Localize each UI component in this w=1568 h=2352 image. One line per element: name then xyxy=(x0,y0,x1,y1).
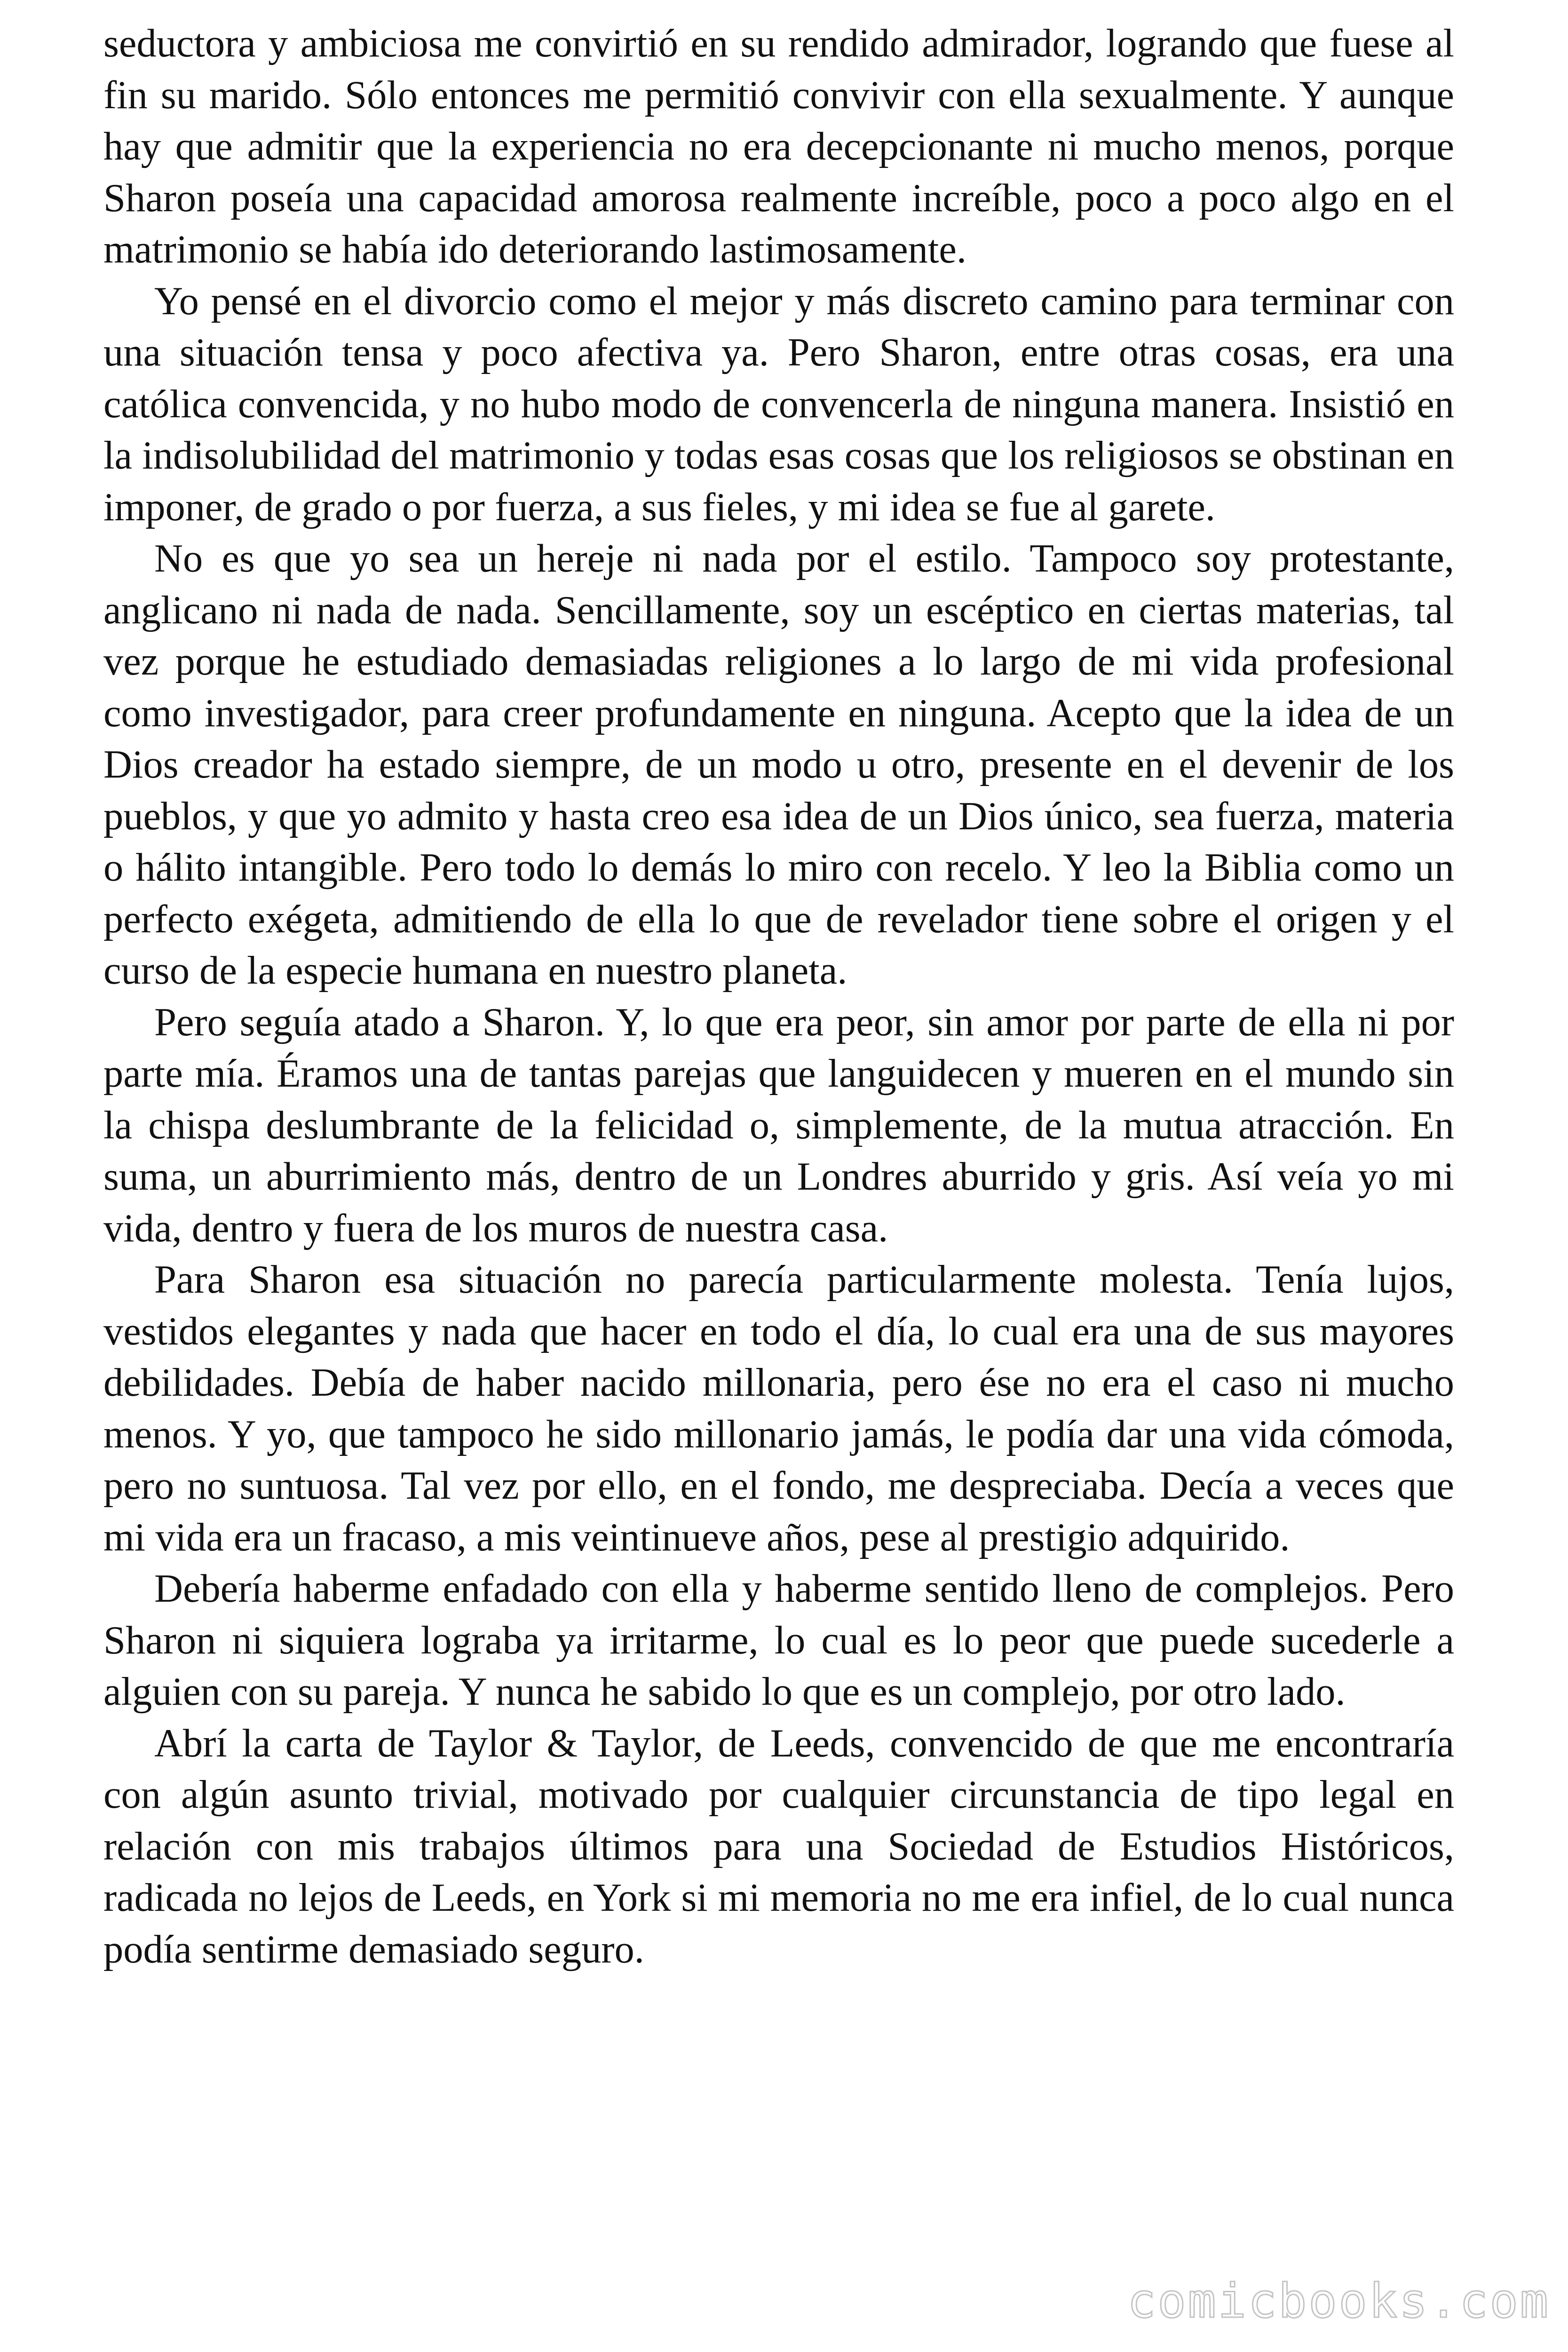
paragraph: Pero seguía atado a Sharon. Y, lo que era peor, sin amor por parte de ella ni por parte mía. Éramos una de tantas parejas que languidecen y mueren en el mundo sin la chispa deslumbrante de la felicidad o, simplemente, de la mutua atracción. En suma, un aburrimiento más, dentro de un Londres aburrido y gris. Así veía yo mi vida, dentro y fuera de los muros de nuestra casa. xyxy=(103,1000,1454,1250)
paragraph: Abrí la carta de Taylor & Taylor, de Leeds, convencido de que me encontraría con algún asunto trivial, motivado por cualquier circunstancia de tipo legal en relación con mis trabajos últimos para una Sociedad de Estudios Históricos, radicada no lejos de Leeds, en York si mi memoria no me era infiel, de lo cual nunca podía sentirme demasiado seguro. xyxy=(103,1721,1454,1971)
paragraph: seductora y ambiciosa me convirtió en su rendido admirador, logrando que fuese al fin su marido. Sólo entonces me permitió convivir con ella sexualmente. Y aunque hay que admitir que la experiencia no era decepcionante ni mucho menos, porque Sharon poseía una capacidad amorosa realmente increíble, poco a poco algo en el matrimonio se había ido deteriorando lastimosamente. xyxy=(103,22,1454,271)
page-body xyxy=(103,18,1454,1975)
paragraph: No es que yo sea un hereje ni nada por el estilo. Tampoco soy protestante, anglicano ni nada de nada. Sencillamente, soy un escéptico en ciertas materias, tal vez porque he estudiado demasiadas religiones a lo largo de mi vida profesional como investigador, para creer profundamente en ninguna. Acepto que la idea de un Dios creador ha estado siempre, de un modo u otro, presente en el devenir de los pueblos, y que yo admito y hasta creo esa idea de un Dios único, sea fuerza, materia o hálito intangible. Pero todo lo demás lo miro con recelo. Y leo la Biblia como un perfecto exégeta, admitiendo de ella lo que de revelador tiene sobre el origen y el curso de la especie humana en nuestro planeta. xyxy=(103,537,1454,993)
paragraph: Yo pensé en el divorcio como el mejor y más discreto camino para terminar con una situación tensa y poco afectiva ya. Pero Sharon, entre otras cosas, era una católica convencida, y no hubo modo de convencerla de ninguna manera. Insistió en la indisolubilidad del matrimonio y todas esas cosas que los religiosos se obstinan en imponer, de grado o por fuerza, a sus fieles, y mi idea se fue al garete. xyxy=(103,279,1454,529)
paragraph: Para Sharon esa situación no parecía particularmente molesta. Tenía lujos, vestidos elegantes y nada que hacer en todo el día, lo cual era una de sus mayores debilidades. Debía de haber nacido millonaria, pero ése no era el caso ni mucho menos. Y yo, que tampoco he sido millonario jamás, le podía dar una vida cómoda, pero no suntuosa. Tal vez por ello, en el fondo, me despreciaba. Decía a veces que mi vida era un fracaso, a mis veintinueve años, pese al prestigio adquirido. xyxy=(103,1258,1454,1559)
watermark: comicbooks.com xyxy=(1127,2273,1550,2328)
paragraph: Debería haberme enfadado con ella y haberme sentido lleno de complejos. Pero Sharon ni siquiera lograba ya irritarme, lo cual es lo peor que puede sucederle a alguien con su pareja. Y nunca he sabido lo que es un complejo, por otro lado. xyxy=(103,1567,1454,1714)
